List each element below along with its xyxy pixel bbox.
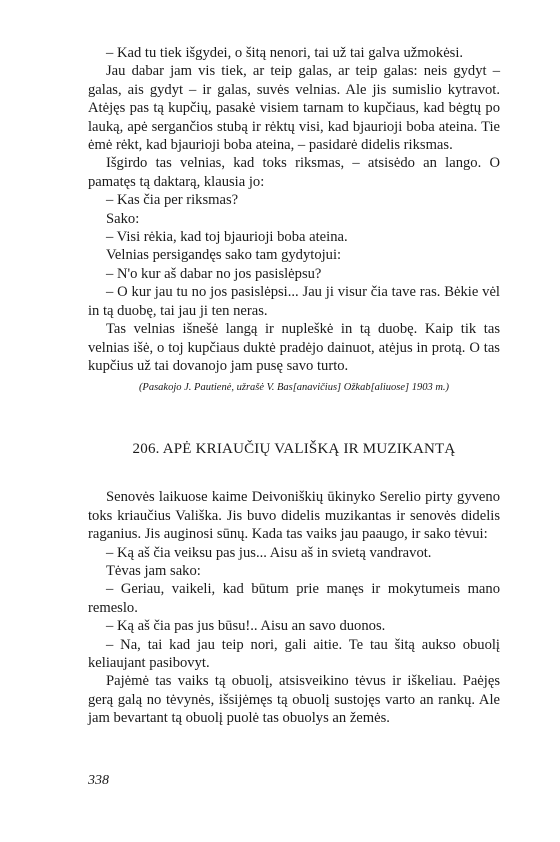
paragraph: Tėvas jam sako:	[106, 562, 201, 579]
paragraph: – Visi rėkia, kad toj bjaurioji boba ateina.	[106, 229, 348, 246]
source-note: (Pasakojo J. Pautienė, užrašė V. Bas[anavičius] Ožkab[aliuose] 1903 m.)	[138, 382, 450, 394]
paragraph: – Na, tai kad jau teip nori, gali aitie. Te tau šitą aukso obuolį keliaujant pasibovyt.	[88, 636, 500, 671]
paragraph: – Ką aš čia veiksu pas jus... Aisu aš in svietą vandravot.	[106, 544, 432, 561]
paragraph: Išgirdo tas velnias, kad toks riksmas, – atsisėdo an lango. O pamatęs tą daktarą, klausia jo:	[88, 155, 500, 190]
paragraph: – N'o kur aš dabar no jos pasislėpsu?	[106, 265, 322, 282]
paragraph: – Kas čia per riksmas?	[106, 192, 239, 209]
paragraph: Jau dabar jam vis tiek, ar teip galas, ar teip galas: neis gydyt – galas, ais gydyt – ir galas, suvės velnias. Ale jis sumislio kytravot. Atėjęs pas tą kupčių, pasakė visiem tarnam to kupčiaus, kad bėgtų po lauką, apė sergančios stubą ir rėktų visi, kad bjaurioji boba ateina. Tie ėmė rėkt, kad bjaurioji boba ateina, – pasidarė didelis riksmas.	[88, 63, 500, 154]
story-continuation	[88, 44, 500, 395]
paragraph: – O kur jau tu no jos pasislėpsi... Jau ji visur čia tave ras. Bėkie vėl in tą duobę, tai jau ji ten neras.	[88, 284, 500, 319]
paragraph: Tas velnias išnešė langą ir nupleškė in tą duobę. Kaip tik tas velnias išė, o toj kupčiaus duktė pradėjo dainuot, atėjus in protą. O tas kupčius už tai dovanojo jam pusę savo turto.	[88, 321, 500, 374]
paragraph: – Geriau, vaikeli, kad būtum prie manęs ir mokytumeis mano remeslo.	[88, 581, 500, 616]
paragraph: Pajėmė tas vaiks tą obuolį, atsisveikino tėvus ir iškeliau. Paėjęs gerą galą no tėvynės, išsijėmęs tą obuolį sustojęs varto an rankų. Ale jam bevartant tą obuolį puolė tas obuolys an žemės.	[88, 673, 500, 727]
paragraph: – Kad tu tiek išgydei, o šitą nenori, tai už tai galva užmokėsi.	[106, 45, 464, 61]
paragraph: Sako:	[106, 210, 140, 227]
paragraph: – Ką aš čia pas jus būsu!.. Aisu an savo duonos.	[106, 618, 386, 635]
paragraph: Senovės laikuose kaime Deivoniškių ūkinyko Serelio pirty gyveno toks kriaučius Vališka. Jis buvo didelis muzikantas ir senovės didelis raganius. Jis auginosi sūnų. Kada tas vaiks jau paaugo, ir sako tėvui:	[88, 489, 500, 543]
paragraph: Velnias persigandęs sako tam gydytojui:	[106, 247, 342, 264]
story-body	[88, 488, 500, 727]
story-heading: 206. APĖ KRIAUČIŲ VALIŠKĄ IR MUZIKANTĄ	[132, 441, 456, 458]
page-number: 338	[88, 773, 109, 788]
